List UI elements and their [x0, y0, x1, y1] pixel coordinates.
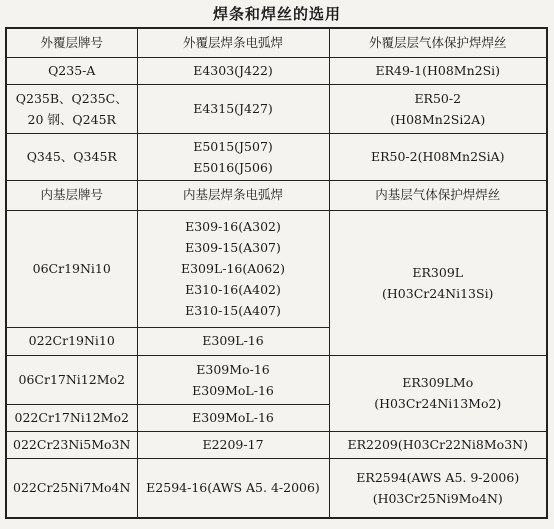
electrode-cell: E2594-16(AWS A5. 4-2006)	[137, 458, 329, 518]
wire-cell: ER2594(AWS A5. 9-2006) (H03Cr25Ni9Mo4N)	[329, 458, 547, 518]
table-row	[6, 458, 547, 518]
grade-cell: 022Cr23Ni5Mo3N	[6, 431, 137, 458]
table-row	[6, 57, 547, 84]
electrode-cell: E309-16(A302) E309-15(A307) E309L-16(A062) E310-16(A402) E310-15(A407)	[137, 210, 329, 327]
grade-cell: 06Cr17Ni12Mo2	[6, 355, 137, 404]
wire-cell: ER50-2(H08Mn2SiA)	[329, 133, 547, 180]
table-row	[6, 355, 547, 404]
grade-cell: 022Cr25Ni7Mo4N	[6, 458, 137, 518]
wire-cell: ER50-2 (H08Mn2Si2A)	[329, 84, 547, 133]
header-inner-grade: 内基层牌号	[6, 180, 137, 210]
header-outer-grade: 外覆层牌号	[6, 28, 137, 57]
wire-cell: ER309L (H03Cr24Ni13Si)	[329, 210, 547, 355]
table-row	[6, 133, 547, 180]
electrode-cell: E309MoL-16	[137, 404, 329, 431]
electrode-cell: E2209-17	[137, 431, 329, 458]
header-outer-electrode: 外覆层焊条电弧焊	[137, 28, 329, 57]
electrode-cell: E309L-16	[137, 327, 329, 355]
electrode-cell: E309Mo-16 E309MoL-16	[137, 355, 329, 404]
inner-header-row	[6, 180, 547, 210]
grade-cell: Q235B、Q235C、 20 钢、Q245R	[6, 84, 137, 133]
grade-cell: Q235-A	[6, 57, 137, 84]
wire-cell: ER49-1(H08Mn2Si)	[329, 57, 547, 84]
table-row	[6, 210, 547, 327]
header-outer-wire: 外覆层层气体保护焊焊丝	[329, 28, 547, 57]
outer-header-row	[6, 28, 547, 57]
grade-cell: 06Cr19Ni10	[6, 210, 137, 327]
grade-cell: 022Cr17Ni12Mo2	[6, 404, 137, 431]
header-inner-wire: 内基层气体保护焊焊丝	[329, 180, 547, 210]
table-row	[6, 84, 547, 133]
wire-cell: ER2209(H03Cr22Ni8Mo3N)	[329, 431, 547, 458]
table-row	[6, 431, 547, 458]
wire-cell: ER309LMo (H03Cr24Ni13Mo2)	[329, 355, 547, 431]
electrode-cell: E4315(J427)	[137, 84, 329, 133]
grade-cell: 022Cr19Ni10	[6, 327, 137, 355]
welding-selection-table	[5, 27, 548, 519]
page-title: 焊条和焊丝的选用	[212, 5, 341, 23]
electrode-cell: E4303(J422)	[137, 57, 329, 84]
electrode-cell: E5015(J507) E5016(J506)	[137, 133, 329, 180]
grade-cell: Q345、Q345R	[6, 133, 137, 180]
header-inner-electrode: 内基层焊条电弧焊	[137, 180, 329, 210]
